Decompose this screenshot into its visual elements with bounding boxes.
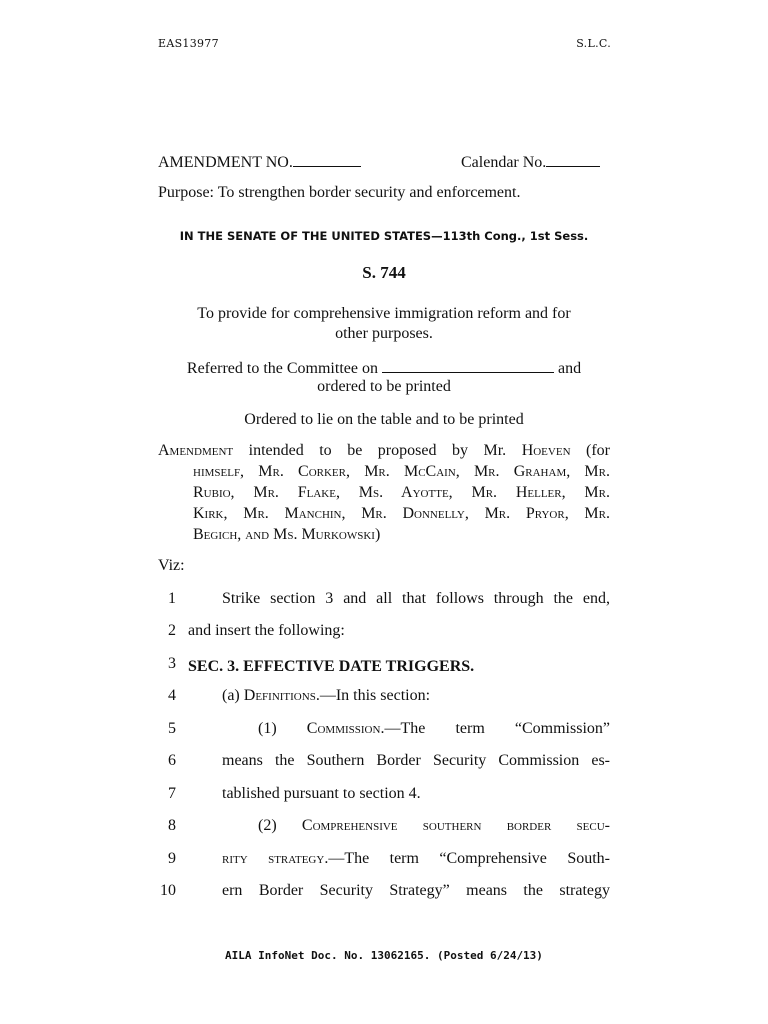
paragraph-label: (2) [258,817,302,834]
body-text: .—The term “Comprehensive South- [324,850,611,867]
line-number: 7 [168,785,176,802]
line-number: 9 [168,850,176,867]
body-text: .—The term “Commission” [380,720,611,737]
line-number: 6 [168,752,176,769]
line-number: 8 [168,817,176,834]
amendment-no-label: AMENDMENT NO. [158,154,293,171]
referred-post: and [557,360,582,377]
line-number: 1 [168,590,176,607]
header-slc: S.L.C. [576,37,611,50]
line-number: 5 [168,720,176,737]
ordered-table: Ordered to lie on the table and to be printed [244,411,524,428]
body-line [258,720,610,738]
amendment-text-line-4: Kirk, Mr. Manchin, Mr. Donnelly, Mr. Pryor, Mr. [193,505,610,522]
calendar-no-line [461,152,600,172]
amendment-line1-end: (for [570,442,611,459]
body-line: tablished pursuant to section 4. [222,785,421,802]
footer-doc-posted: AILA InfoNet Doc. No. 13062165. (Posted 6/24/13) [225,949,543,962]
bill-title-line-1: To provide for comprehensive immigration reform and for [197,305,571,322]
body-line: ern Border Security Strategy” means the strategy [222,882,610,899]
body-line [258,817,610,835]
amendment-text-line-5: Begich, and Ms. Murkowski) [193,526,381,543]
viz-label: Viz: [158,557,185,574]
body-line [222,687,430,705]
amendment-text-line-2: himself, Mr. Corker, Mr. McCain, Mr. Graham, Mr. [193,463,610,480]
bill-title-line-2: other purposes. [335,325,433,342]
paragraph-heading: rity strategy [222,850,325,867]
referred-line-2: ordered to be printed [317,378,451,395]
amendment-no-line [158,152,361,172]
paragraph-label: (1) [258,720,307,737]
bill-number: S. 744 [362,263,406,282]
calendar-no-label: Calendar No. [461,154,547,171]
sponsor-hoeven: Hoeven [521,442,571,459]
paragraph-heading: Comprehensive southern border secu- [301,817,610,834]
body-line: Strike section 3 and all that follows through the end, [222,590,610,607]
amendment-word: Amendment [158,442,234,459]
line-number: 2 [168,622,176,639]
body-text: .—In this section: [315,687,431,704]
referred-pre: Referred to the Committee on [186,360,378,377]
section-heading: SEC. 3. EFFECTIVE DATE TRIGGERS. [188,658,475,675]
line-number: 3 [168,655,176,672]
line-number: 10 [160,882,176,899]
body-line: and insert the following: [188,622,345,639]
amendment-no-blank [293,152,361,167]
header-doc-id: EAS13977 [158,37,219,50]
amendment-text-line-3: Rubio, Mr. Flake, Ms. Ayotte, Mr. Heller, Mr. [193,484,610,501]
committee-blank [382,358,554,373]
paragraph-heading: Commission [306,720,381,737]
subsection-label: (a) [222,687,244,704]
senate-line: IN THE SENATE OF THE UNITED STATES—113th Cong., 1st Sess. [179,229,589,243]
referred-line-1 [158,358,610,378]
body-line [222,850,610,868]
subsection-heading: Definitions [243,687,316,704]
amendment-line1-rest: intended to be proposed by Mr. [233,442,522,459]
line-number: 4 [168,687,176,704]
body-line: means the Southern Border Security Commission es- [222,752,610,769]
amendment-text-line-1 [158,442,610,460]
calendar-no-blank [546,152,600,167]
purpose: Purpose: To strengthen border security and enforcement. [158,184,521,201]
